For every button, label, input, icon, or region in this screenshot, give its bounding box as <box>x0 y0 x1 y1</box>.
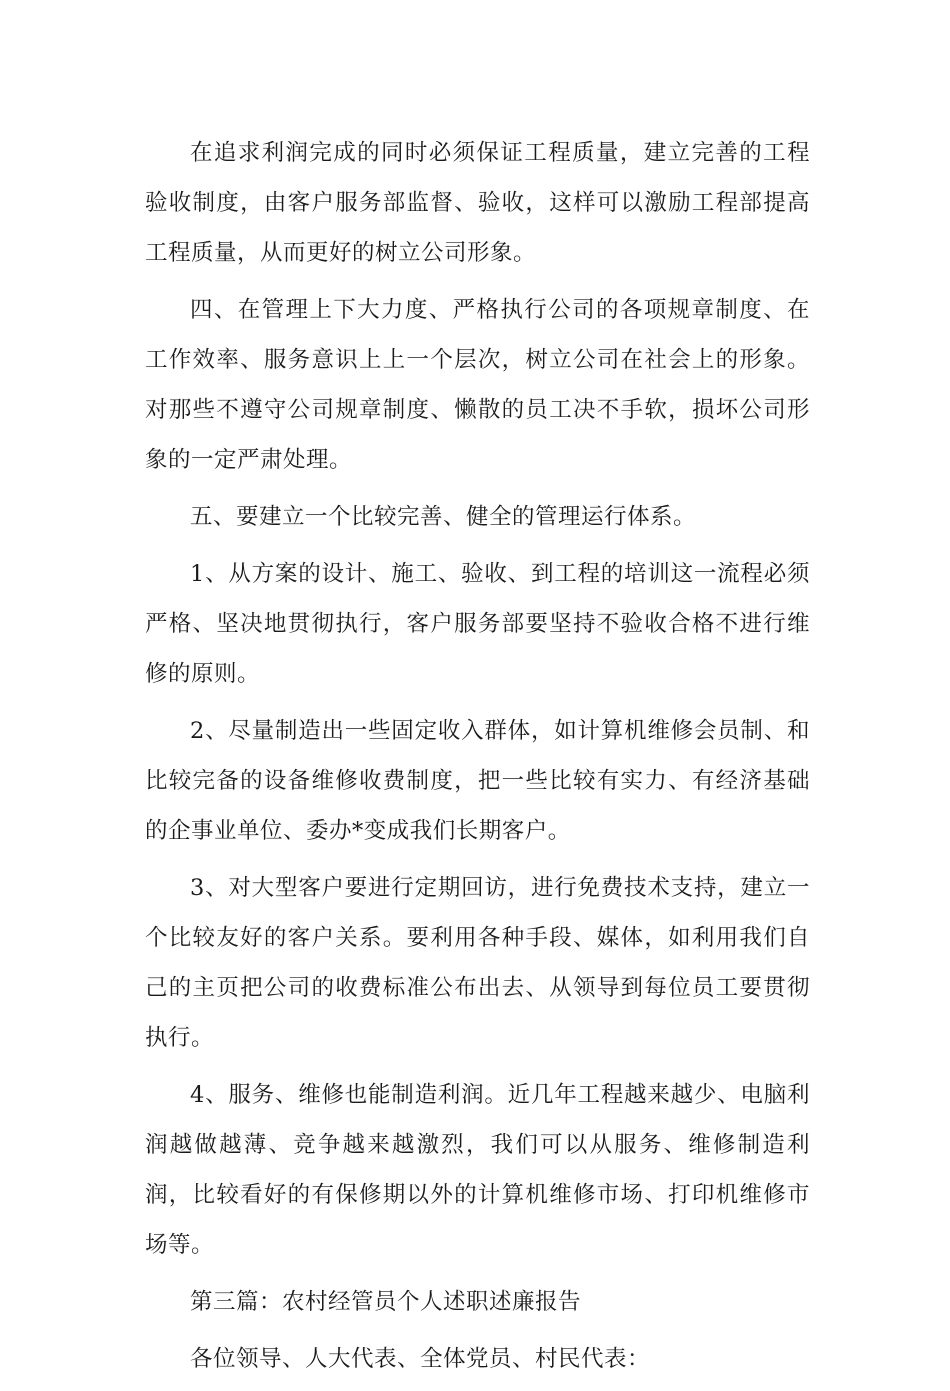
document-body <box>145 128 810 1391</box>
salutation: 各位领导、人大代表、全体党员、村民代表： <box>190 1346 651 1372</box>
paragraph-item-1: 1、从方案的设计、施工、验收、到工程的培训这一流程必须严格、坚决地贯彻执行，客户服务部要坚持不验收合格不进行维修的原则。 <box>145 561 810 687</box>
paragraph-item-4: 4、服务、维修也能制造利润。近几年工程越来越少、电脑利润越做越薄、竞争越来越激烈，我们可以从服务、维修制造利润，比较看好的有保修期以外的计算机维修市场、打印机维修市场等。 <box>145 1082 810 1258</box>
paragraph-quality: 在追求利润完成的同时必须保证工程质量，建立完善的工程验收制度，由客户服务部监督、验收，这样可以激励工程部提高工程质量，从而更好的树立公司形象。 <box>145 140 810 266</box>
paragraph-item-2: 2、尽量制造出一些固定收入群体，如计算机维修会员制、和比较完备的设备维修收费制度，把一些比较有实力、有经济基础的企事业单位、委办*变成我们长期客户。 <box>145 718 810 844</box>
paragraph-section-four: 四、在管理上下大力度、严格执行公司的各项规章制度、在工作效率、服务意识上上一个层次，树立公司在社会上的形象。对那些不遵守公司规章制度、懒散的员工决不手软，损坏公司形象的一定严肃处理。 <box>145 297 810 473</box>
chapter-heading: 第三篇：农村经管员个人述职述廉报告 <box>190 1289 582 1315</box>
paragraph-section-five: 五、要建立一个比较完善、健全的管理运行体系。 <box>190 504 697 530</box>
paragraph-item-3: 3、对大型客户要进行定期回访，进行免费技术支持，建立一个比较友好的客户关系。要利用各种手段、媒体，如利用我们自己的主页把公司的收费标准公布出去、从领导到每位员工要贯彻执行。 <box>145 875 810 1051</box>
